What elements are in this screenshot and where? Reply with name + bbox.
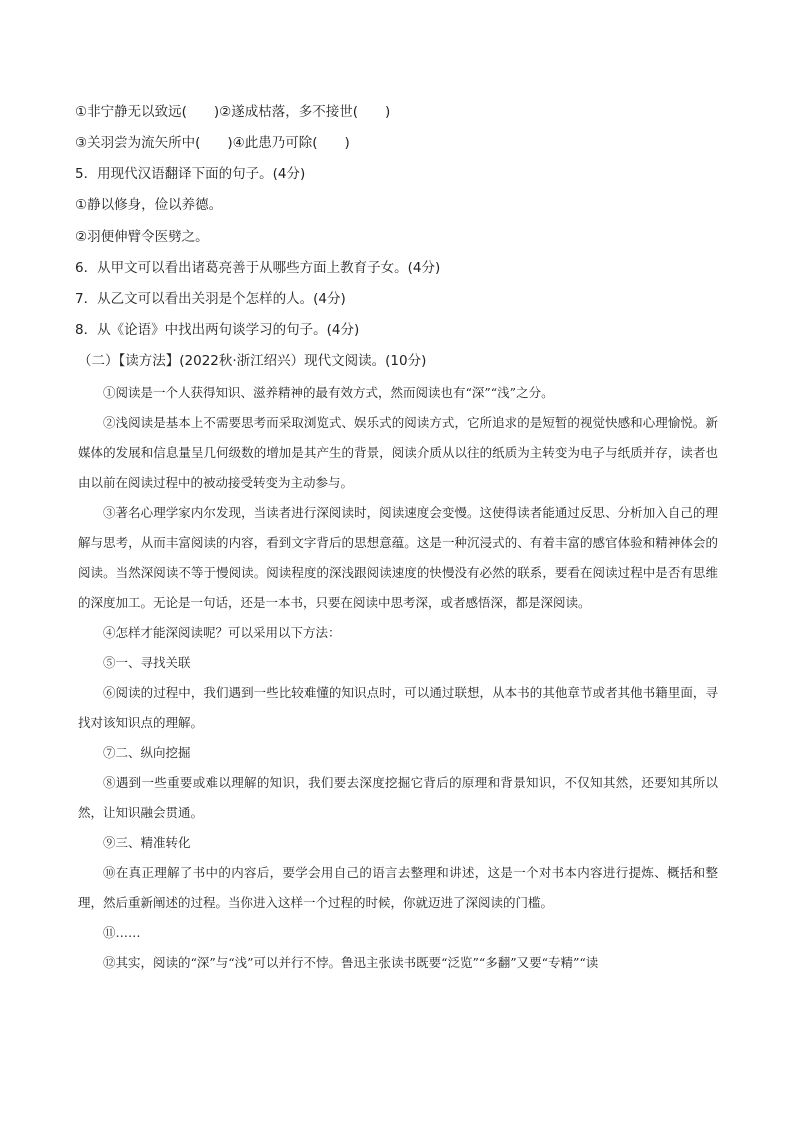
question-5-sentence-1: ①静以修身，俭以养德。	[75, 197, 223, 213]
paragraph-10: ⑩在真正理解了书中的内容后，要学会用自己的语言去整理和讲述，这是一个对书本内容进行提炼、概括和整理，然后重新阐述的过程。当你进入这样一个过程的时候，你就迈进了深阅读的门槛。	[78, 865, 718, 910]
question-6: 6．从甲文可以看出诸葛亮善于从哪些方面上教育子女。(4分)	[75, 260, 441, 276]
paragraph-9: ⑨三、精准转化	[103, 835, 191, 850]
paragraph-6: ⑥阅读的过程中，我们遇到一些比较难懂的知识点时，可以通过联想，从本书的其他章节或者其他书籍里面，寻找对该知识点的理解。	[78, 685, 718, 730]
paragraph-12: ⑫其实，阅读的“深”与“浅”可以并行不悖。鲁迅主张读书既要“泛览”“多翻”又要“专精”“读	[103, 955, 599, 970]
paragraph-11: ⑪……	[103, 925, 141, 940]
paragraph-7: ⑦二、纵向挖掘	[103, 745, 191, 760]
question-8: 8．从《论语》中找出两句谈学习的句子。(4分)	[75, 322, 360, 338]
question-5-sentence-2: ②羽便伸臂令医劈之。	[75, 229, 209, 245]
paragraph-2: ②浅阅读是基本上不需要思考而采取浏览式、娱乐式的阅读方式，它所追求的是短暂的视觉快感和心理愉悦。新媒体的发展和信息量呈几何级数的增加是其产生的背景，阅读介质从以往的纸质为主转变为电子与纸质并存，读者也由以前在阅读过程中的被动接受转变为主动参与。	[78, 415, 718, 490]
question-7: 7．从乙文可以看出关羽是个怎样的人。(4分)	[75, 291, 346, 307]
section-2-heading: （二）【读方法】(2022秋·浙江绍兴）现代文阅读。(10分)	[78, 353, 427, 369]
question-4-line-1: ①非宁静无以致远( )②遂成枯落，多不接世( )	[75, 104, 391, 120]
reading-passage	[78, 378, 718, 978]
question-5: 5．用现代汉语翻译下面的句子。(4分)	[75, 166, 306, 182]
paragraph-8: ⑧遇到一些重要或难以理解的知识，我们要去深度挖掘它背后的原理和背景知识，不仅知其然，还要知其所以然，让知识融会贯通。	[78, 775, 718, 820]
question-4-line-2: ③关羽尝为流矢所中( )④此患乃可除( )	[75, 135, 350, 151]
paragraph-3: ③著名心理学家内尔发现，当读者进行深阅读时，阅读速度会变慢。这使得读者能通过反思、分析加入自己的理解与思考，从而丰富阅读的内容，看到文字背后的思想意蕴。这是一种沉浸式的、有着丰富的感官体验和精神体会的阅读。当然深阅读不等于慢阅读。阅读程度的深浅跟阅读速度的快慢没有必然的联系，要看在阅读过程中是否有思维的深度加工。无论是一句话，还是一本书，只要在阅读中思考深，或者感悟深，都是深阅读。	[78, 505, 718, 610]
paragraph-1: ①阅读是一个人获得知识、滋养精神的最有效方式，然而阅读也有“深”“浅”之分。	[103, 385, 554, 400]
paragraph-5: ⑤一、寻找关联	[103, 655, 191, 670]
paragraph-4: ④怎样才能深阅读呢？可以采用以下方法：	[103, 625, 341, 640]
